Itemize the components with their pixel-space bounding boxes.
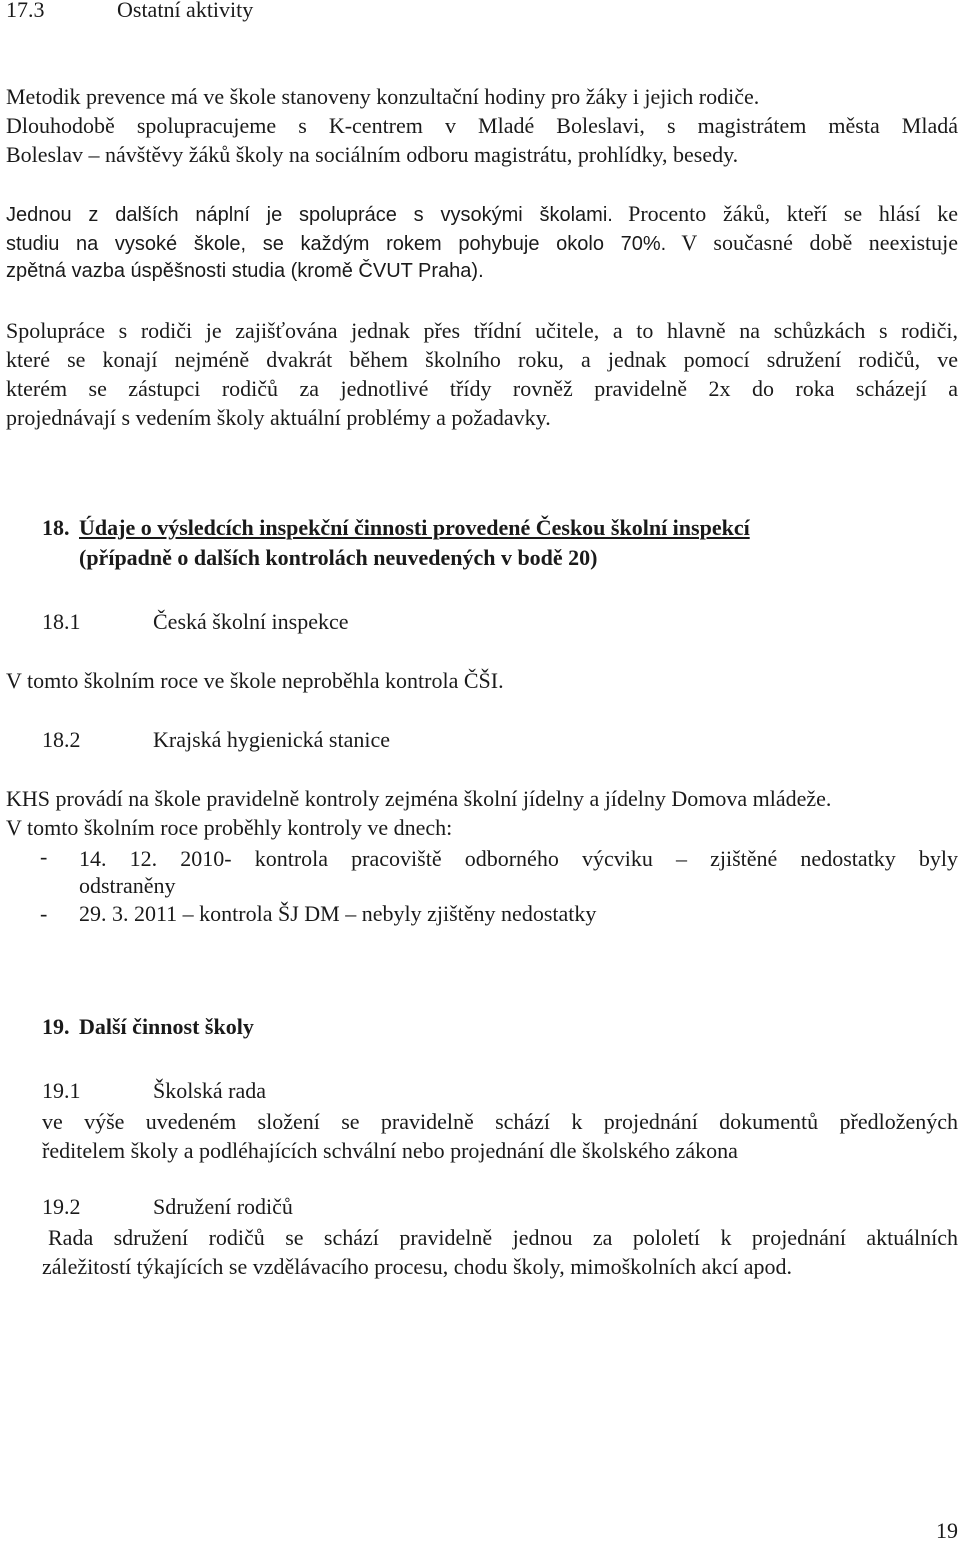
text-line: kterém se zástupci rodičů za jednotlivé třídy rovněž pravidelně 2x do roka scházejí a [6,376,958,401]
text-line [6,199,958,228]
paragraph-vysoke-skoly [6,199,958,286]
paragraph-metodik [6,82,958,169]
text-line: záležitostí týkajících se vzdělávacího procesu, chodu školy, mimoškolních akcí apod. [42,1254,793,1279]
section-18-2-heading [42,727,390,753]
section-title: Školská rada [153,1078,267,1103]
section-18-1-heading [42,609,349,635]
text-segment: V současné době neexistuje [681,230,958,255]
text-line: Dlouhodobě spolupracujeme s K-centrem v Mladé Boleslavi, s magistrátem města Mladá [6,113,958,138]
text-line: Spolupráce s rodiči je zajišťována jednak přes třídní učitele, a to hlavně na schůzkách s rodiči, [6,318,958,343]
section-18-2-line2: V tomto školním roce proběhly kontroly ve dnech: [6,815,453,840]
section-number: 19.2 [42,1194,81,1219]
section-title: Sdružení rodičů [153,1194,293,1219]
section-18-2-line1: KHS provádí na škole pravidelně kontroly zejména školní jídelny a jídelny Domova mládeže. [6,786,832,811]
section-title: Česká školní inspekce [153,609,349,634]
section-number: 19.1 [42,1078,81,1103]
section-number: 19. [42,1014,70,1039]
paragraph-rodice [6,316,958,432]
section-19-2-text [42,1223,958,1281]
section-18-1-text: V tomto školním roce ve škole neproběhla kontrola ČŠI. [6,668,504,693]
text-line [6,228,958,257]
section-19-1-text [42,1107,958,1165]
text-line: Boleslav – návštěvy žáků školy na sociálním odboru magistrátu, prohlídky, besedy. [6,142,739,167]
section-19-2-heading [42,1194,293,1220]
section-18-number: 18. [42,515,70,540]
section-number: 18.2 [42,727,81,752]
text-segment: Procento žáků, kteří se hlásí ke [628,201,958,226]
text-segment: Jednou z dalších náplní je spolupráce s vysokými školami. [6,204,613,226]
text-segment: studiu na vysoké škole, se každým rokem pohybuje okolo 70%. [6,233,667,255]
text-line: Metodik prevence má ve škole stanoveny konzultační hodiny pro žáky i jejich rodiče. [6,84,760,109]
list-dash: - [40,901,48,926]
text-line [6,257,958,286]
section-19-1-heading [42,1078,266,1104]
title-line: Údaje o výsledcích inspekční činnosti provedené Českou školní inspekcí [79,515,750,540]
list-item: 14. 12. 2010- kontrola pracoviště odborného výcviku – zjištěné nedostatky byly [79,846,958,871]
text-line: ředitelem školy a podléhajících schvální nebo projednání dle školského zákona [42,1138,738,1163]
section-title: Ostatní aktivity [117,0,254,22]
section-17-3-heading [6,0,253,23]
text-line: které se konají nejméně dvakrát během školního roku, a jednak pomocí sdružení rodičů, ve [6,347,958,372]
section-18-subtitle: (případně o dalších kontrolách neuvedených v bodě 20) [79,545,598,570]
text-line: Rada sdružení rodičů se schází pravidelně jednou za pololetí k projednání aktuálních [48,1225,958,1250]
list-item: 29. 3. 2011 – kontrola ŠJ DM – nebyly zjištěny nedostatky [79,901,597,926]
list-item-continuation: odstraněny [79,873,176,898]
section-title: Další činnost školy [79,1014,254,1039]
section-title: Krajská hygienická stanice [153,727,391,752]
text-segment: zpětná vazba úspěšnosti studia (kromě ČVUT Praha). [6,260,484,282]
text-line: projednávají s vedením školy aktuální problémy a požadavky. [6,405,551,430]
section-19-heading [42,1014,254,1040]
list-dash: - [40,844,48,869]
page-number: 19 [936,1518,958,1543]
text-line: ve výše uvedeném složení se pravidelně schází k projednání dokumentů předložených [42,1109,958,1134]
section-number: 17.3 [6,0,45,22]
section-18-title [79,515,750,541]
section-number: 18.1 [42,609,81,634]
